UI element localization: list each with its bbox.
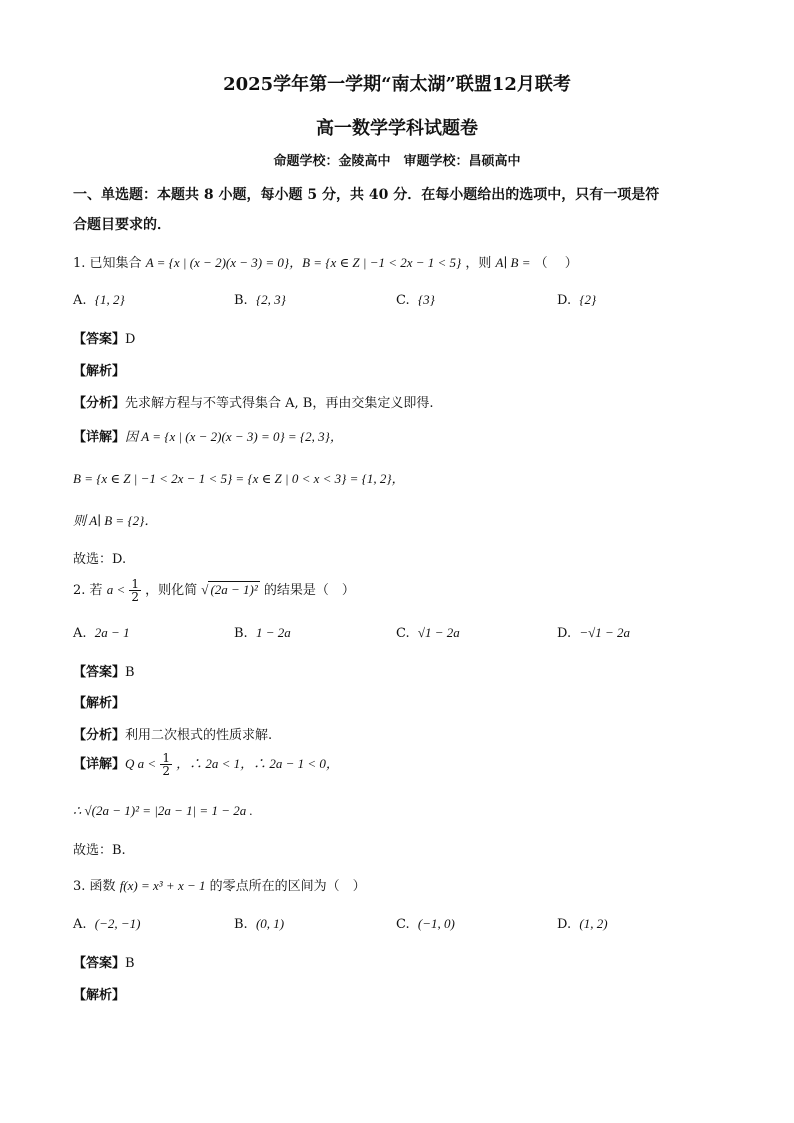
q2-option-d: D. −√1 − 2a [557,625,631,641]
q2-xiangjie-line1: 【详解】Q a < $\frac{1}{2}$ ，∴ 2a < 1，∴ 2a − 1 < 0， [73,751,339,778]
q1-stem-math: A = {x | (x − 2)(x − 3) = 0}，B = {x ∈ Z | −1 < 2x − 1 < 5} [145,255,462,270]
q1-option-d: D. {2} [557,292,597,308]
q1-xiangjie-line3: 则 A∣ B = {2}． [73,513,158,528]
q1-stem-prefix: 1. 已知集合 [73,256,142,271]
q1-stem [73,252,578,271]
q3-answer: 【答案】B [73,956,135,971]
q2-stem-sqrt: √ (2a − 1)² [201,582,258,597]
q1-option-a: A. {1, 2} [73,292,125,308]
q2-jiexi: 【解析】 [73,696,126,711]
q3-option-c: C. (−1, 0) [396,916,455,932]
q2-stem-prefix: 2. 若 [73,583,103,598]
q1-xiangjie-line1: 【详解】因 A = {x | (x − 2)(x − 3) = 0} = {2, 3}， [73,429,343,445]
q2-stem-mid: ，则化简 [145,583,198,598]
q2-guxuan: 故选：B. [73,843,126,858]
q1-option-b: B. {2, 3} [234,292,286,308]
q1-option-c: C. {3} [396,292,435,308]
q2-stem [73,578,355,603]
q2-stem-a: a < [106,582,126,597]
q1-stem-paren: （ ） [534,256,578,271]
q2-xiangjie-fraction: $\frac{1}{2}$ [162,751,170,778]
q1-stem-math2: A∣ B = [495,255,531,270]
exam-schools: 命题学校：金陵高中 审题学校：昌硕高中 [273,154,521,169]
q1-answer: 【答案】D [73,332,136,347]
q2-option-a: A. 2a − 1 [73,625,130,641]
q3-stem-prefix: 3. 函数 [73,879,116,894]
q1-xiangjie-line2: B = {x ∈ Z | −1 < 2x − 1 < 5} = {x ∈ Z | 0 < x < 3} = {1, 2}， [73,471,405,486]
q1-fenxi: 【分析】先求解方程与不等式得集合 A, B，再由交集定义即得. [73,396,434,411]
section-heading-line1: 一、单选题：本题共 8 小题，每小题 5 分，共 40 分．在每小题给出的选项中，只有一项是符 [73,187,660,203]
section-heading-line2: 合题目要求的． [73,217,171,233]
q3-option-d: D. (1, 2) [557,916,608,932]
q1-jiexi: 【解析】 [73,364,126,379]
exam-subtitle: 高一数学学科试题卷 [316,118,478,139]
q2-fraction: $\frac{1}{2}$ [131,577,139,604]
q2-option-b: B. 1 − 2a [234,625,291,641]
q1-stem-suffix: ，则 [465,256,492,271]
q3-jiexi: 【解析】 [73,988,126,1003]
q2-xiangjie-line2: ∴ √(2a − 1)² = |2a − 1| = 1 − 2a . [73,803,253,818]
exam-title: 2025学年第一学期“南太湖”联盟12月联考 [223,74,571,95]
q3-stem-suffix: 的零点所在的区间为（ ） [209,879,366,894]
q2-answer: 【答案】B [73,665,135,680]
q3-stem [73,875,366,894]
q2-option-c: C. √1 − 2a [396,625,460,641]
q3-stem-math: f(x) = x³ + x − 1 [119,878,206,893]
q2-stem-suffix: 的结果是（ ） [263,583,355,598]
q3-option-a: A. (−2, −1) [73,916,141,932]
q3-option-b: B. (0, 1) [234,916,285,932]
q2-fenxi: 【分析】利用二次根式的性质求解. [73,728,273,743]
q1-guxuan: 故选：D. [73,552,127,567]
